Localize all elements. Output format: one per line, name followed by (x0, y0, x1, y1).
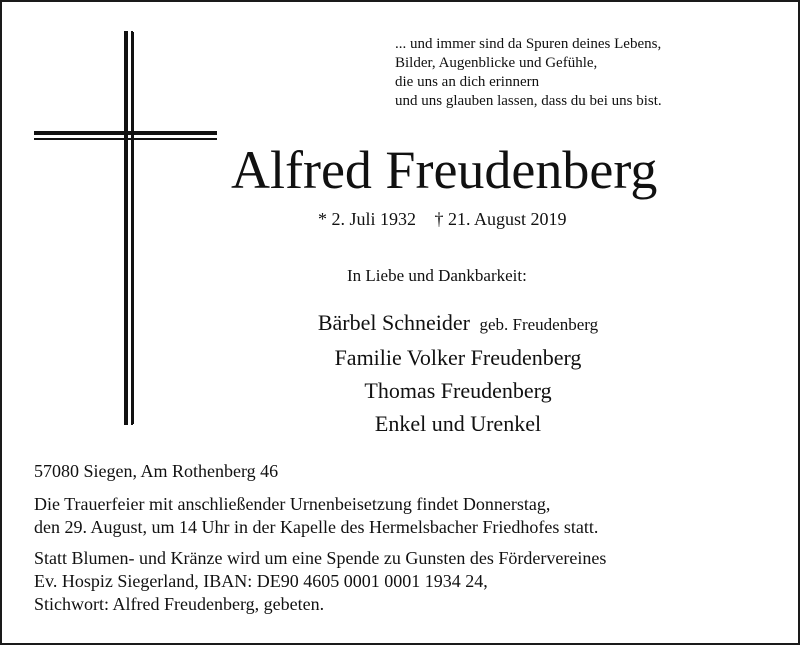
life-dates (318, 208, 567, 230)
quote-line: ... und immer sind da Spuren deines Lebens, (395, 36, 662, 52)
mourner-entry (238, 341, 678, 374)
mourner-name: Thomas Freudenberg (364, 378, 552, 403)
donation-line: Stichwort: Alfred Freudenberg, gebeten. (34, 594, 325, 614)
birth-date: * 2. Juli 1932 (318, 209, 417, 229)
cross-vertical-beam (124, 31, 128, 425)
mourner-name: Enkel und Urenkel (374, 411, 542, 436)
mourner-entry (238, 374, 678, 407)
funeral-details-line: Die Trauerfeier mit anschließender Urnenbeisetzung findet Donnerstag, (34, 494, 551, 514)
mourner-entry (238, 407, 678, 440)
mourner-birth-name: geb. Freudenberg (479, 315, 599, 334)
quote-line: die uns an dich erinnern (395, 74, 540, 90)
quote-line: und uns glauben lassen, dass du bei uns bist. (395, 93, 662, 109)
death-date: † 21. August 2019 (434, 209, 567, 229)
donation-line: Statt Blumen- und Kränze wird um eine Spende zu Gunsten des Fördervereines (34, 548, 607, 568)
funeral-details-line: den 29. August, um 14 Uhr in der Kapelle des Hermelsbacher Friedhofes statt. (34, 517, 599, 537)
mourners-list (238, 306, 678, 440)
address: 57080 Siegen, Am Rothenberg 46 (34, 461, 279, 481)
mourner-entry (238, 306, 678, 341)
funeral-details (34, 493, 774, 539)
memorial-quote (395, 35, 715, 111)
cross-horizontal-beam (34, 131, 217, 135)
deceased-name: Alfred Freudenberg (231, 140, 658, 200)
mourners-heading: In Liebe und Dankbarkeit: (347, 266, 527, 285)
donation-line: Ev. Hospiz Siegerland, IBAN: DE90 4605 0001 0001 1934 24, (34, 571, 488, 591)
mourner-name: Familie Volker Freudenberg (334, 345, 582, 370)
quote-line: Bilder, Augenblicke und Gefühle, (395, 55, 598, 71)
mourner-name: Bärbel Schneider (317, 310, 470, 335)
donation-request (34, 547, 774, 616)
